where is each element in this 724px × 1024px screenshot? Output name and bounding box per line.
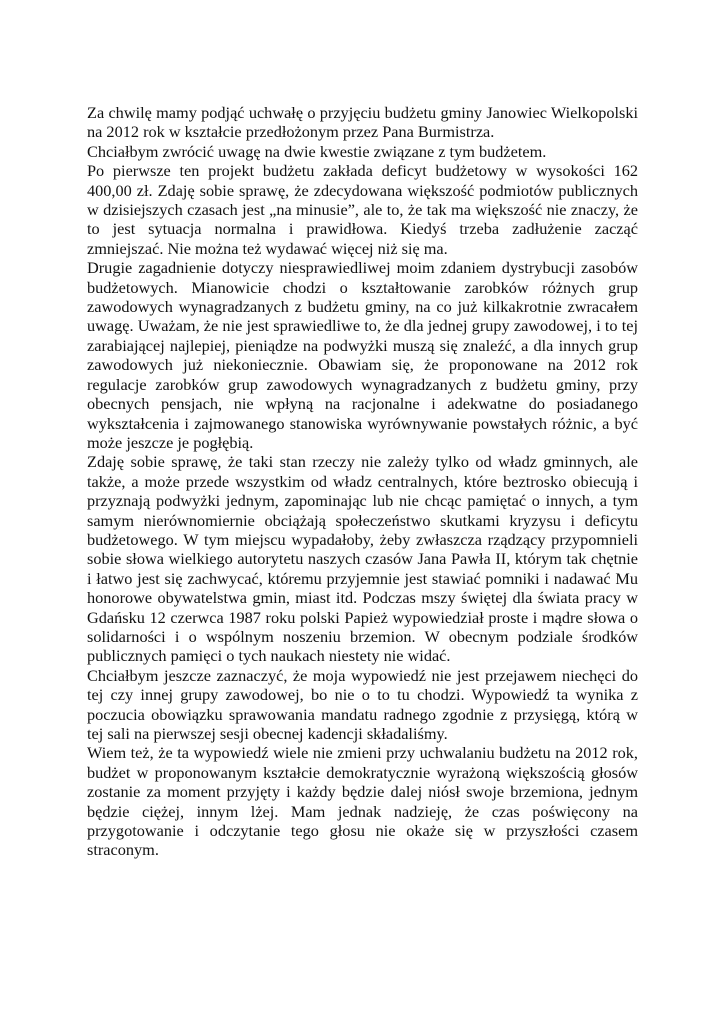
document-body <box>87 103 638 860</box>
paragraph-central-authorities: Zdaję sobie sprawę, że taki stan rzeczy nie zależy tylko od władz gminnych, ale także, a może przede wszystkim od władz centralnych, które beztrosko obiecują i przyznają podwyżki jednym, zapominając lub nie chcąc pamiętać o innych, a tym samym nierównomiernie obciążają społeczeństwo skutkami kryzysu i deficytu budżetowego. W tym miejscu wypadałoby, żeby zwłaszcza rządzący przypomnieli sobie słowa wielkiego autorytetu naszych czasów Jana Pawła II, którym tak chętnie i łatwo jest się zachwycać, któremu przyjemnie jest stawiać pomniki i nadawać Mu honorowe obywatelstwa gmin, miast itd. Podczas mszy świętej dla świata pracy w Gdańsku 12 czerwca 1987 roku polski Papież wypowiedział proste i mądre słowa o solidarności i o wspólnym noszeniu brzemion. W obecnym podziale środków publicznych pamięci o tych naukach niestety nie widać. <box>87 452 638 666</box>
paragraph-budget-adoption: Za chwilę mamy podjąć uchwałę o przyjęciu budżetu gminy Janowiec Wielkopolski na 2012 rok w kształcie przedłożonym przez Pana Burmistrza. <box>87 103 638 142</box>
paragraph-two-issues: Chciałbym zwrócić uwagę na dwie kwestie związane z tym budżetem. <box>87 141 547 161</box>
paragraph-resource-distribution: Drugie zagadnienie dotyczy niesprawiedliwej moim zdaniem dystrybucji zasobów budżetowych. Mianowicie chodzi o kształtowanie zarobków różnych grup zawodowych wynagradzanych z budżetu gminy, na co już kilkakrotnie zwracałem uwagę. Uważam, że nie jest sprawiedliwe to, że dla jednej grupy zawodowej, i to tej zarabiającej najlepiej, pieniądze na podwyżki muszą się znaleźć, a dla innych grup zawodowych już niekoniecznie. Obawiam się, że proponowane na 2012 rok regulacje zarobków grup zawodowych wynagradzanych z budżetu gminy, przy obecnych pensjach, nie wpłyną na racjonalne i adekwatne do posiadanego wykształcenia i zajmowanego stanowiska wyrównywanie powstałych różnic, a być może jeszcze je pogłębią. <box>87 258 638 452</box>
paragraph-no-aversion: Chciałbym jeszcze zaznaczyć, że moja wypowiedź nie jest przejawem niechęci do tej czy innej grupy zawodowej, bo nie o to tu chodzi. Wypowiedź ta wynika z poczucia obowiązku sprawowania mandatu radnego zgodnie z przysięgą, którą w tej sali na pierwszej sesji obecnej kadencji składaliśmy. <box>87 665 638 743</box>
paragraph-closing-hope: Wiem też, że ta wypowiedź wiele nie zmieni przy uchwalaniu budżetu na 2012 rok, budżet w proponowanym kształcie demokratycznie wyrażoną większością głosów zostanie za moment przyjęty i każdy będzie dalej niósł swoje brzemiona, jednym będzie ciężej, innym lżej. Mam jednak nadzieję, że czas poświęcony na przygotowanie i odczytanie tego głosu nie okaże się w przyszłości czasem straconym. <box>87 743 638 860</box>
paragraph-deficit: Po pierwsze ten projekt budżetu zakłada deficyt budżetowy w wysokości 162 400,00 zł. Zdaję sobie sprawę, że zdecydowana większość podmiotów publicznych w dzisiejszych czasach jest „na minusie”, ale to, że tak ma większość nie znaczy, że to jest sytuacja normalna i prawidłowa. Kiedyś trzeba zadłużenie zacząć zmniejszać. Nie można też wydawać więcej niż się ma. <box>87 161 638 258</box>
